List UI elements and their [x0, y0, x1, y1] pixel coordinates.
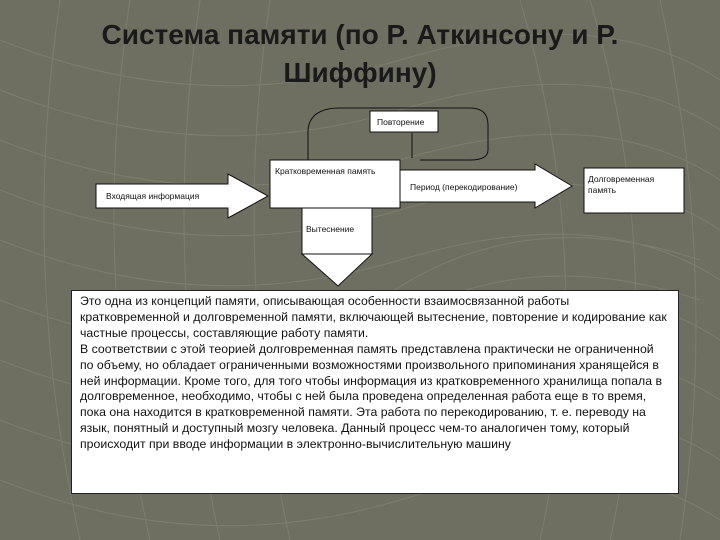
long-term-memory-label	[588, 174, 654, 196]
repetition-label: Повторение	[377, 117, 425, 127]
displacement-label: Вытеснение	[306, 224, 355, 234]
title-line-1: Система памяти (по Р. Аткинсону и Р.	[101, 19, 619, 50]
description-paragraph-2: В соответствии с этой теорией долговременная память представлена практически не ограниченной по объему, но обладает ограниченными возможностями произвольного припоминания хранящейся в ней информации. Кроме того, для того чтобы информация из кратковременного хранилища попала в долговременное, необходимо, чтобы с ней была проведена определенная работа еще в то время, пока она находится в кратковременной памяти. Эта работа по перекодированию, т. е. переводу на язык, понятный и доступный мозгу человека. Данный процесс чем-то аналогичен тому, который происходит при вводе информации в электронно-вычислительную машину	[80, 341, 663, 452]
description-paragraph-1: Это одна из концепций памяти, описывающая особенности взаимосвязанной работы кратковременной и долговременной памяти, включающей вытеснение, повторение и кодирование как частные процессы, составляющие работу памяти.	[80, 294, 667, 340]
description-text-box	[71, 290, 679, 494]
long-term-label-line-2: память	[588, 185, 617, 195]
short-term-memory-label: Кратковременная память	[275, 166, 376, 176]
recoding-period-label: Период (перекодирование)	[410, 182, 518, 192]
displacement-down-arrow	[302, 254, 372, 286]
title-line-2: Шиффину)	[283, 57, 437, 88]
long-term-label-line-1: Долговременная	[588, 174, 655, 184]
incoming-information-label: Входящая информация	[106, 191, 200, 201]
